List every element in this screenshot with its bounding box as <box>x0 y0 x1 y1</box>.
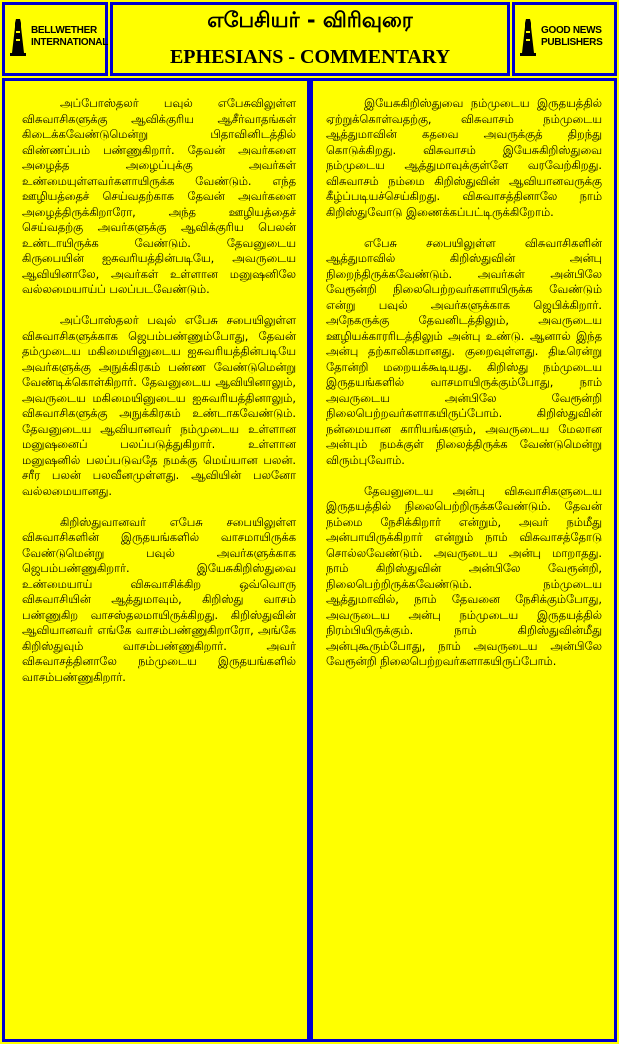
logo-left-line2: INTERNATIONAL <box>31 37 109 48</box>
good-news-logo-text <box>541 25 602 49</box>
left-paragraph-2: அப்போஸ்தலர் பவுல் எபேசு சபையிலுள்ள விசுவாசிகளுக்காக ஜெபம்பண்ணும்போது, தேவன் தம்முடைய மகிமையினுடைய ஐசுவரியத்தின்படியே அவர்களுக்கு அநுக்கிரகம் பண்ண வேண்டுமென்று வேண்டிக்கொள்கிறார். தேவனுடைய ஆவியினாலும், அவருடைய மகிமையினுடைய ஐசுவரியத்தினாலும், விசுவாசிகளுக்கு அநுக்கிரகம் உண்டாகவேண்டும். தேவனுடைய ஆவியானவர் நம்முடைய உள்ளான மனுஷனைப் பலப்படுத்துகிறார். உள்ளான மனுஷனில் பலப்படுவதே நமக்கு மெய்யான பலன். சரீர பலன் பலவீனமுள்ளது. ஆவியின் பலனோ வல்லமையானது. <box>22 313 296 498</box>
right-paragraph-1: இயேசுகிறிஸ்துவை நம்முடைய இருதயத்தில் ஏற்றுக்கொள்வதற்கு, விசுவாசம் நம்முடைய ஆத்துமாவின் கதவை அவருக்குத் திறந்து கொடுக்கிறது. விசுவாசம் இயேசுகிறிஸ்துவை நம்முடைய ஆத்துமாவுக்குள்ளே வரவேற்கிறது. விசுவாசம் நம்மை கிறிஸ்துவின் ஆவியானவருக்கு கீழ்ப்படியச்செய்கிறது. விசுவாசத்தினாலே நாம் கிறிஸ்துவோடு இணைக்கப்பட்டிருக்கிறோம். <box>326 96 602 219</box>
left-paragraph-3: கிறிஸ்துவானவர் எபேசு சபையிலுள்ள விசுவாசிகளின் இருதயங்களில் வாசமாயிருக்க வேண்டுமென்று பவுல் அவர்களுக்காக ஜெபம்பண்ணுகிறார். இயேசுகிறிஸ்துவை உண்மையாய் விசுவாசிக்கிற ஒவ்வொரு விசுவாசியின் ஆத்துமாவும், கிறிஸ்து வாசம் பண்ணுகிற வாசஸ்தலமாயிருக்கிறது. கிறிஸ்துவின் ஆவியானவர் எங்கே வாசம்பண்ணுகிறாரோ, அங்கே கிறிஸ்துவும் வாசம்பண்ணுகிறார். அவர் விசுவாசத்தினாலே நம்முடைய இருதயங்களில் வாசம்பண்ணுகிறார். <box>22 514 296 684</box>
lighthouse-icon <box>8 17 28 57</box>
page-title-tamil: எபேசியர் - விரிவுரை <box>207 8 413 32</box>
logo-left-line1: BELLWETHER <box>31 25 97 36</box>
page-title-english: EPHESIANS - COMMENTARY <box>169 46 451 68</box>
right-paragraph-2: எபேசு சபையிலுள்ள விசுவாசிகளின் ஆத்துமாவில் கிறிஸ்துவின் அன்பு நிறைந்திருக்கவேண்டும். அவர்கள் அன்பிலே வேரூன்றி நிலைபெற்றவர்களாயிருக்க வேண்டும் என்று பவுல் அவர்களுக்காக ஜெபிக்கிறார். அநேகருக்கு தேவனிடத்திலும், அவருடைய ஊழியக்காரரிடத்திலும் அன்பு உண்டு. ஆனால் இந்த அன்பு தற்காலிகமானது. குறைவுள்ளது. திடீரென்று தோன்றி மறையக்கூடியது. கிறிஸ்து நம்முடைய இருதயங்களில் வாசமாயிருக்கும்போது, நாம் அவருடைய அன்பிலே வேரூன்றி நிலைபெற்றவர்களாகயிருப்போம். கிறிஸ்துவின் நன்மையான காரியங்களும், அவருடைய மேலான அன்பும் நமக்குள் நிலைத்திருக்க வேண்டுமென்று விரும்புவோம். <box>326 235 602 467</box>
right-column-text <box>326 96 602 685</box>
bellwether-logo-text <box>31 25 108 49</box>
bellwether-logo <box>8 14 109 60</box>
logo-right-line2: PUBLISHERS <box>541 37 603 48</box>
logo-right-line1: GOOD NEWS <box>541 25 602 36</box>
lighthouse-icon <box>518 17 538 57</box>
left-paragraph-1: அப்போஸ்தலர் பவுல் எபேசுவிலுள்ள விசுவாசிகளுக்கு ஆவிக்குரிய ஆசீர்வாதங்கள் கிடைக்கவேண்டுமென்று பிதாவினிடத்தில் விண்ணப்பம் பண்ணுகிறார். தேவன் அவர்களை அழைத்த அழைப்புக்கு அவர்கள் உண்மையுள்ளவர்களாயிருக்க வேண்டும். எந்த ஊழியத்தைச் செய்வதற்காக தேவன் அவர்களை அழைத்திருக்கிறாரோ, அந்த ஊழியத்தைச் செய்வதற்கு அவர்களுக்கு ஆவிக்குரிய பெலன் உண்டாயிருக்க வேண்டும். தேவனுடைய கிருபையின் ஐசுவரியத்தின்படியே, அவருடைய ஆவியினாலே, அவர்கள் உள்ளான மனுஷனிலே வல்லமையாய்ப் பலப்படவேண்டும். <box>22 96 296 296</box>
right-paragraph-3: தேவனுடைய அன்பு விசுவாசிகளுடைய இருதயத்தில் நிலைபெற்றிருக்கவேண்டும். தேவன் நம்மை நேசிக்கிறார் என்றும், அவர் நம்மீது அன்பாயிருக்கிறார் என்றும் நாம் விசுவாசத்தோடு சொல்லவேண்டும். அவருடைய அன்பு மாறாதது. நாம் கிறிஸ்துவின் அன்பிலே வேரூன்றி, நிலைபெற்றிருக்கவேண்டும். நம்முடைய ஆத்துமாவில், நாம் தேவனை நேசிக்கும்போது, அவருடைய அன்பு நம்முடைய இருதயத்தில் நிரம்பியிருக்கும். நாம் கிறிஸ்துவின்மீது அன்புகூரும்போது, நாம் அவருடைய அன்பிலே வேரூன்றி நிலைபெற்றவர்களாகயிருப்போம். <box>326 483 602 668</box>
left-column-text <box>22 96 296 701</box>
good-news-logo <box>518 14 614 60</box>
